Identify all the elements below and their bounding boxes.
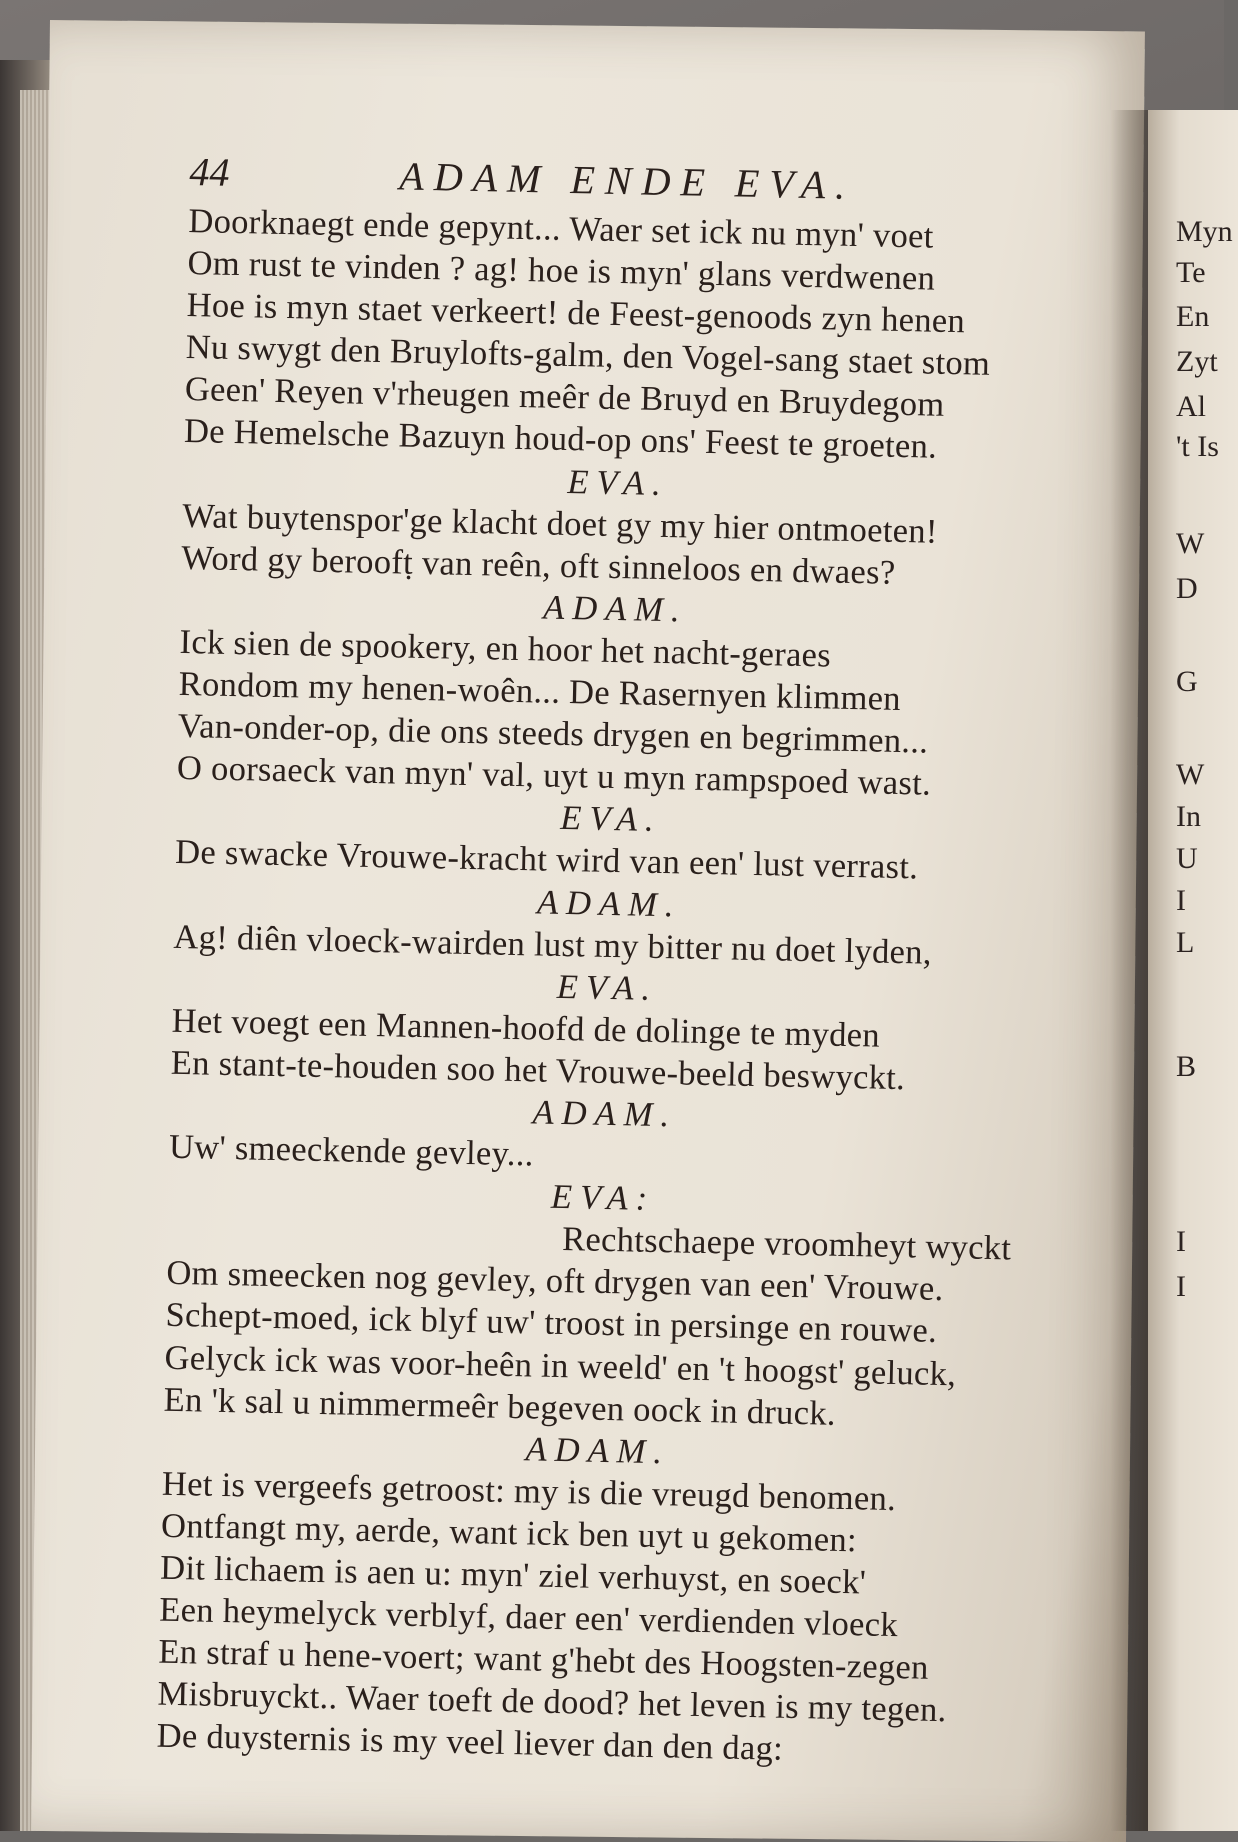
verse-line: Ontfangt my, aerde, want ick ben uyt u gekomen:: [160, 1506, 858, 1560]
verse-line: Word gy beroofṭ van reên, oft sinneloos en dwaes?: [181, 538, 896, 592]
verse-line: Dit lichaem is aen u: myn' ziel verhuyst, en soeck': [159, 1548, 867, 1602]
speaker-heading: ADAM.: [525, 1430, 671, 1472]
facing-fragment: D: [1176, 572, 1198, 605]
facing-fragment: Myn: [1176, 215, 1233, 248]
verse-line: Hoe is myn staet verkeert! de Feest-genoods zyn henen: [186, 286, 966, 341]
speaker-heading: ADAM.: [542, 588, 689, 630]
facing-fragment: En: [1176, 300, 1210, 333]
verse-line: Geen' Reyen v'rheugen meêr de Bruyd en Bruydegom: [184, 370, 945, 425]
verse-line: O oorsaeck van myn' val, uyt u myn rampspoed wast.: [176, 749, 932, 803]
verse-line: En 'k sal u nimmermeêr begeven oock in druck.: [163, 1380, 837, 1433]
verse-line: Van-onder-op, die ons steeds drygen en begrimmen...: [177, 707, 929, 761]
facing-fragment: W: [1176, 527, 1205, 560]
facing-fragment: In: [1176, 800, 1201, 833]
verse-line: Om smeecken nog gevley, oft drygen van een' Vrouwe.: [166, 1254, 944, 1309]
verse-line: Schept-moed, ick blyf uw' troost in persinge en rouwe.: [165, 1296, 938, 1351]
facing-fragment: G: [1176, 665, 1198, 698]
page-number: 44: [189, 148, 230, 195]
verse-line: Rechtschaepe vroomheyt wyckt: [561, 1220, 1012, 1268]
facing-fragment: Te: [1176, 256, 1206, 289]
verse-line: Gelyck ick was voor-heên in weeld' en 't hoogst' geluck,: [164, 1338, 957, 1393]
verse-line: Doorknaegt ende gepynt... Waer set ick nu myn' voet: [188, 201, 934, 256]
facing-page-fragments: [1176, 0, 1233, 1831]
verse-line: Rondom my henen-woên... De Rasernyen klimmen: [178, 664, 902, 719]
facing-fragment: U: [1176, 842, 1198, 875]
verse-line: Een heymelyck verblyf, daer een' verdienden vloeck: [158, 1590, 899, 1645]
facing-fragment: I: [1176, 1270, 1186, 1303]
verse-line: Het voegt een Mannen-hoofd de dolinge te myden: [171, 1001, 881, 1055]
verse-line: De swacke Vrouwe-kracht wird van een' lust verrast.: [174, 833, 919, 887]
verse-line: Het is vergeefs getroost: my is die vreugd benomen.: [161, 1464, 897, 1518]
facing-fragment: W: [1176, 758, 1205, 791]
speaker-heading: EVA.: [559, 799, 663, 840]
verse-line: Ick sien de spookery, en hoor het nacht-geraes: [179, 622, 832, 675]
verse-line: De Hemelsche Bazuyn houd-op ons' Feest te groeten.: [183, 412, 938, 467]
speaker-heading: EVA.: [556, 967, 659, 1008]
speaker-heading: EVA:: [550, 1177, 656, 1219]
verse-line: Nu swygt den Bruylofts-galm, den Vogel-sang staet stom: [185, 328, 991, 384]
verse-line: Ag! diên vloeck-wairden lust my bitter nu doet lyden,: [173, 917, 933, 972]
verse-line: Uw' smeeckende gevley...: [168, 1127, 535, 1174]
speaker-heading: EVA.: [567, 462, 670, 503]
speaker-heading: ADAM.: [536, 882, 682, 924]
verse-line: Wat buytenspor'ge klacht doet gy my hier ontmoeten!: [181, 496, 939, 551]
running-title: ADAM ENDE EVA.: [398, 153, 856, 208]
facing-fragment: Al: [1176, 390, 1206, 423]
verse-line: De duysternis is my veel liever dan den dag:: [156, 1717, 784, 1769]
speaker-heading: ADAM.: [532, 1093, 678, 1135]
verse-line: En straf u hene-voert; want g'hebt des Hoogsten-zegen: [158, 1632, 930, 1687]
verse-line: En stant-te-houden soo het Vrouwe-beeld beswyckt.: [170, 1043, 906, 1098]
page-text: [156, 148, 1130, 1777]
facing-fragment: 't Is: [1176, 430, 1219, 463]
facing-fragment: I: [1176, 1225, 1186, 1258]
verse-lines: [156, 200, 1128, 1777]
verse-line: Om rust te vinden ? ag! hoe is myn' glans verdwenen: [187, 244, 936, 298]
facing-fragment: B: [1176, 1050, 1197, 1083]
verse-line: Misbruyckt.. Waer toeft de dood? het leven is my tegen.: [157, 1674, 947, 1730]
facing-fragment: L: [1176, 926, 1195, 959]
facing-fragment: Zyt: [1176, 345, 1218, 378]
facing-fragment: I: [1176, 884, 1186, 917]
